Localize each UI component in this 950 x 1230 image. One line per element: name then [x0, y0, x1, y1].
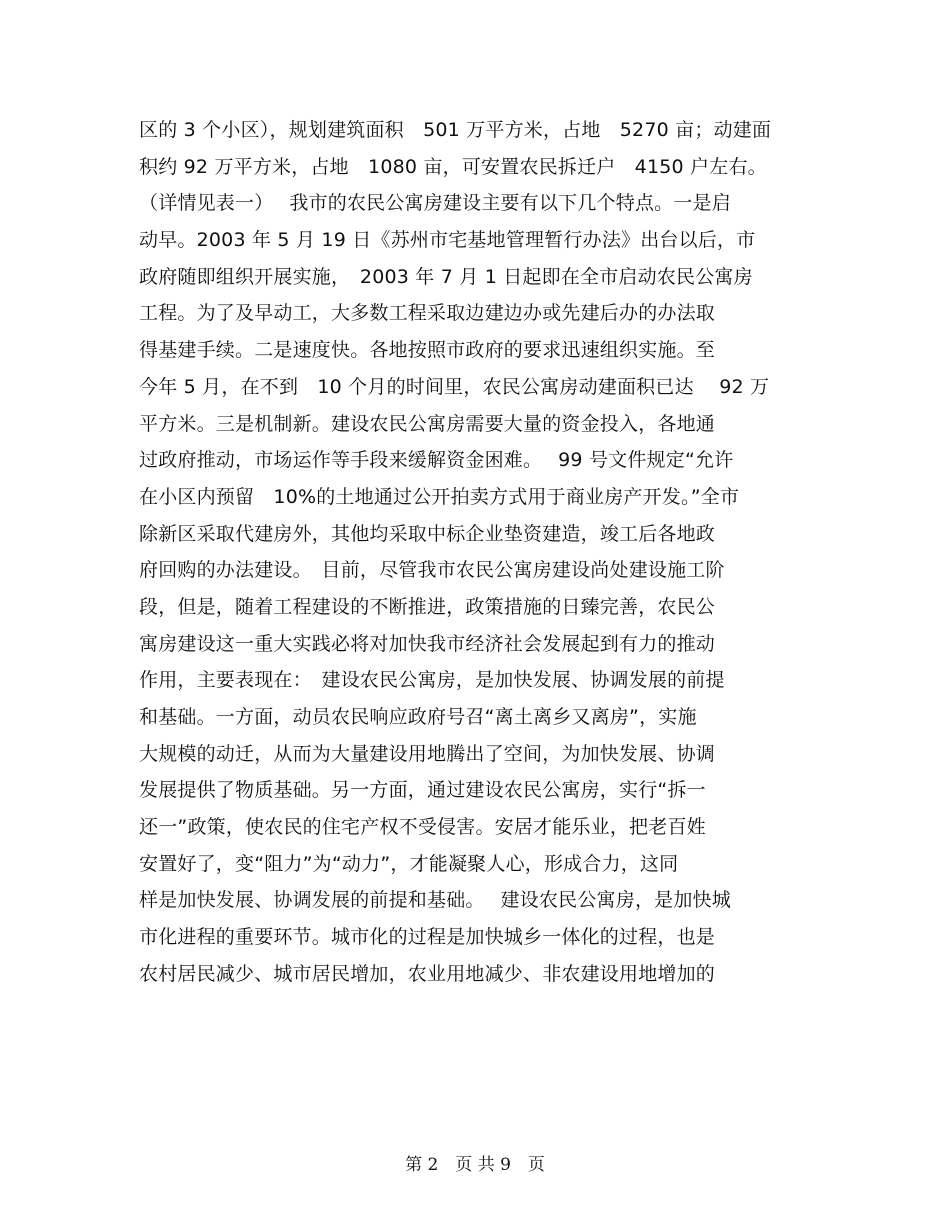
text-line: 市化进程的重要环节。城市化的过程是加快城乡一体化的过程，也是 — [139, 926, 716, 949]
text-line: 区的 3 个小区），规划建筑面积 501 万平方米，占地 5270 亩；动建面 — [139, 119, 772, 141]
text-line: 过政府推动，市场运作等手段来缓解资金困难。 99 号文件规定“允许 — [139, 449, 734, 472]
text-line: 除新区采取代建房外，其他均采取中标企业垫资建造，竣工后各地政 — [139, 522, 716, 545]
text-line: 农村居民减少、城市居民增加，农业用地减少、非农建设用地增加的 — [139, 962, 716, 985]
text-line: 今年 5 月，在不到 10 个月的时间里，农民公寓房动建面积已达 92 万 — [139, 375, 770, 398]
text-line: 得基建手续。二是速度快。各地按照市政府的要求迅速组织实施。至 — [139, 339, 716, 362]
body-text — [139, 112, 819, 993]
text-line: 平方米。三是机制新。建设农民公寓房需要大量的资金投入，各地通 — [139, 412, 716, 435]
text-line: 段，但是，随着工程建设的不断推进，政策措施的日臻完善，农民公 — [139, 595, 716, 618]
text-line: 和基础。一方面，动员农民响应政府号召“离土离乡又离房”，实施 — [139, 706, 697, 728]
text-line: 寓房建设这一重大实践必将对加快我市经济社会发展起到有力的推动 — [139, 632, 716, 655]
text-line: 积约 92 万平方米，占地 1080 亩，可安置农民拆迁户 4150 户左右。 — [139, 155, 767, 178]
text-line: 在小区内预留 10%的土地通过公开拍卖方式用于商业房产开发。”全市 — [139, 485, 740, 508]
text-line: 安置好了，变“阻力”为“动力”，才能凝聚人心，形成合力，这同 — [139, 852, 679, 875]
text-line: 还一”政策，使农民的住宅产权不受侵害。安居才能乐业，把老百姓 — [139, 816, 706, 839]
text-line: 府回购的办法建设。 目前，尽管我市农民公寓房建设尚处建设施工阶 — [139, 559, 725, 582]
text-line: 样是加快发展、协调发展的前提和基础。 建设农民公寓房，是加快城 — [139, 889, 731, 912]
text-line: 大规模的动迁，从而为大量建设用地腾出了空间，为加快发展、协调 — [139, 742, 716, 765]
page-number-footer: 第 2 页 共 9 页 — [405, 1155, 545, 1175]
text-line: 动早。2003 年 5 月 19 日《苏州市宅基地管理暂行办法》出台以后，市 — [139, 229, 756, 252]
text-line: 工程。为了及早动工，大多数工程采取边建边办或先建后办的办法取 — [139, 302, 716, 325]
text-line: 发展提供了物质基础。另一方面，通过建设农民公寓房，实行“拆一 — [139, 779, 706, 802]
text-line: 作用，主要表现在： 建设农民公寓房，是加快发展、协调发展的前提 — [139, 669, 725, 692]
text-line: （详情见表一） 我市的农民公寓房建设主要有以下几个特点。一是启 — [139, 192, 731, 215]
text-line: 政府随即组织开展实施， 2003 年 7 月 1 日起即在全市启动农民公寓房 — [139, 265, 753, 288]
